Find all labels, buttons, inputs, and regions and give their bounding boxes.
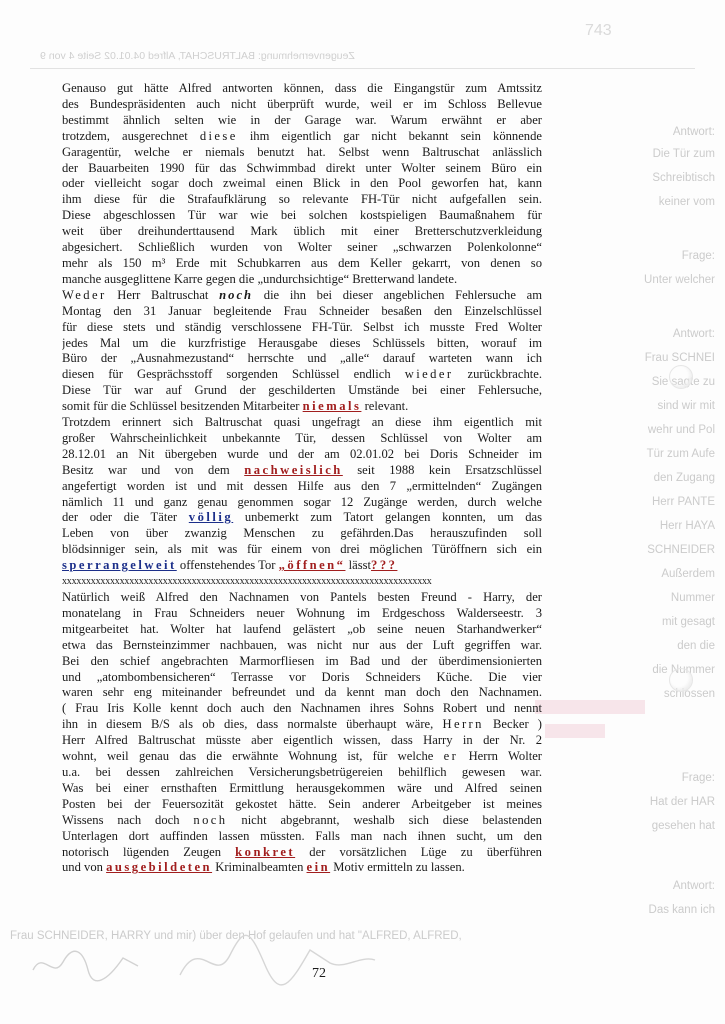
text-line: Genauso gut hätte Alfred antworten können, dass die Eingangstür zum Amtssitz: [62, 81, 542, 95]
bleed-through-text: Frage:: [681, 772, 715, 784]
emphasis-question-marks: ???: [371, 558, 398, 573]
bleed-through-text: mit gesagt: [661, 616, 715, 628]
bleed-through-text: die Nummer: [652, 664, 715, 676]
emphasis-niemals: niemals: [302, 399, 362, 414]
emphasis-ein: ein: [306, 860, 331, 875]
bleed-through-text: keiner vom: [658, 196, 715, 208]
text-line: und „atombombensicheren“ Terrasse vor Doris Schneiders Küche. Die vier: [62, 669, 542, 684]
punch-hole: [669, 365, 693, 389]
bleed-through-text: Außerdem: [661, 568, 715, 580]
text-line: Natürlich weiß Alfred den Nachnamen von Pantels besten Freund - Harry, der: [62, 590, 542, 604]
bleed-through-text: Tür zum Aufe: [646, 448, 715, 460]
text-line: mehr als 150 m³ Erde mit Schubkarren aus dem Keller gekarrt, von denen so: [62, 255, 542, 270]
text-line: und von ausgebildeten Kriminalbeamten ein Motiv ermitteln zu lassen.: [62, 860, 465, 875]
text-line: manche ausgeglittene Karre gegen die „undurchsichtige“ Bretterwand landete.: [62, 271, 458, 286]
emphasis-nachweislich: nachweislich: [244, 462, 343, 477]
bleed-through-text: schlossen: [663, 688, 715, 700]
text-line: Montag den 31 Januar begleitende Frau Schneider besaßen den Einzelschlüssel: [62, 303, 542, 318]
text-line: nämlich 11 und ganz genau genommen sogar 12 Zugänge werden, durch welche: [62, 494, 542, 509]
bleed-through-text: Sie sagte zu: [651, 376, 715, 388]
text-line: des Bundespräsidenten auch nicht überprüft wurde, weil er im Schloss Bellevue: [62, 96, 542, 111]
text-line: Leben von über zwanzig Menschen zu gefährden.Das herauszufinden soll: [62, 526, 542, 541]
punch-hole: [669, 668, 693, 692]
bleed-through-text: Frau SCHNEIDER, HARRY und mir) über den Hof gelaufen und hat "ALFRED, ALFRED,: [10, 930, 462, 942]
bleed-through-text: Hat der HAR: [649, 796, 715, 808]
text-line: der oder die Täter völlig unbemerkt zum Tatort gelangen konnten, um das: [62, 510, 542, 525]
bleed-through-highlight: [545, 724, 605, 738]
bleed-through-signature: [28, 940, 148, 988]
emphasis-noch: noch: [219, 287, 254, 302]
text-line: u.a. bei dessen zahlreichen Versicherungsbetrügereien behilflich gewesen war.: [62, 764, 542, 779]
bleed-through-text: den Zugang: [653, 472, 715, 484]
spaced-word: Herrn: [442, 717, 484, 732]
bleed-through-text: wehr und Pol: [647, 424, 715, 436]
emphasis-oeffnen: „öffnen“: [278, 558, 346, 573]
spaced-word: noch: [193, 812, 228, 827]
text-line: oder vielleicht sogar doch zweimal einen Blick in den Pool geworfen hat, kann: [62, 176, 542, 191]
text-line: trotzdem, ausgerechnet diese ihm eigentlich gar nicht bekannt sein könnende: [62, 128, 542, 143]
bleed-through-signature: [170, 925, 380, 995]
bleed-through-text: Unter welcher: [644, 274, 715, 286]
text-line: monatelang in Frau Schneiders neuer Wohnung im Erdgeschoss Walderseestr. 3: [62, 605, 542, 620]
text-line: großer Wahrscheinlichkeit unbekannte Tür, dessen Schlüssel von Wolter am: [62, 430, 542, 445]
document-body: [62, 81, 542, 876]
bleed-through-text: SCHNEIDER: [647, 544, 715, 556]
bleed-through-text: Antwort:: [672, 328, 715, 340]
text-line: Diese abgeschlossen Tür war wie bei solchen kostspieligen Baumaßnahem für: [62, 208, 542, 223]
text-line: für diese stets und ständig verschlossene FH-Tür. Selbst ich musste Fred Wolter: [62, 319, 542, 334]
bleed-through-text: Frau SCHNEI: [644, 352, 715, 364]
bleed-through-text: Antwort:: [672, 880, 715, 892]
text-line: ihn in diesem B/S als ob dies, dass normalste überhaupt wäre, Herrn Becker ): [62, 717, 542, 732]
bleed-through-text: sind wir mit: [657, 400, 715, 412]
text-line: Büro der „Ausnahmezustand“ herrschte und „alle“ darauf warteten wann ich: [62, 351, 542, 366]
text-line: Trotzdem erinnert sich Baltruschat quasi ungefragt an diese ihm eigentlich mit: [62, 415, 542, 430]
text-line: somit für die Schlüssel besitzenden Mitarbeiter niemals relevant.: [62, 399, 409, 414]
bleed-through-text: Nummer: [670, 592, 715, 604]
spaced-word: diese: [199, 128, 238, 143]
text-line: Weder Herr Baltruschat noch die ihn bei dieser angeblichen Fehlersuche am: [62, 287, 542, 302]
bleed-through-text: Frage:: [681, 250, 715, 262]
bleed-through-text: den die: [677, 640, 715, 652]
text-line: Diese Tür war auf Grund der geschilderten Umstände bei einer Fehlersuche,: [62, 383, 542, 398]
bleed-through-text: Antwort:: [672, 126, 715, 138]
text-line: ihm diese für die Strafaufklärung so relevante FH-Tür nicht aufgefallen sein.: [62, 192, 542, 207]
text-line: blödsinniger sein, als mit was für einem von drei möglichen Türöffnern sich ein: [62, 542, 542, 557]
bleed-through-text: Die Tür zum: [652, 148, 715, 160]
emphasis-ausgebildeten: ausgebildeten: [106, 860, 213, 875]
bleed-through-highlight: [535, 700, 645, 714]
text-line: Besitz war und von dem nachweislich seit 1988 kein Ersatzschlüssel: [62, 462, 542, 477]
separator-line: xxxxxxxxxxxxxxxxxxxxxxxxxxxxxxxxxxxxxxxxxxxxxxxxxxxxxxxxxxxxxxxxxxxxxxxxxxxxx: [62, 576, 432, 588]
text-line: etwa das Bernsteinzimmer nachbauen, was nicht nur aus der Luft gegriffen war.: [62, 637, 542, 652]
text-line: jedes Mal um die kurzfristige Herausgabe dieses Schlüssels bitten, worauf im: [62, 335, 542, 350]
bleed-through-text: Das kann ich: [648, 904, 715, 916]
text-line: Posten bei der Feuersozität gekostet hätte. Sein anderer Arbeitgeber ist meines: [62, 796, 542, 811]
spaced-word: wieder: [404, 367, 454, 382]
bleed-through-text: gesehen hat: [651, 820, 715, 832]
bleed-through-page-number: 743: [585, 22, 612, 39]
text-line: sperrangelweit offenstehendes Tor „öffnen“ lässt???: [62, 558, 398, 573]
emphasis-voellig: völlig: [188, 510, 234, 525]
text-line: diesen für Gesprächsstoff sorgenden Schlüssel endlich wieder zurückbrachte.: [62, 367, 542, 382]
page-number: 72: [312, 966, 326, 981]
text-line: wohnt, weil genau das die erwähnte Wohnung ist, für welche er Herrn Wolter: [62, 749, 542, 764]
text-line: waren sehr eng miteinander befreundet und da kennt man doch den Nachnamen.: [62, 685, 542, 700]
bleed-through-header: Zeugenvernehmung: BALTRUSCHAT, Alfred 04.01.02 Seite 4 von 9: [40, 50, 355, 62]
text-line: ( Frau Iris Kolle kennt doch auch den Nachnamen ihres Sohns Robert und nennt: [62, 701, 542, 716]
spaced-word: er: [443, 749, 459, 764]
text-line: notorisch lügenden Zeugen konkret der vorsätzlichen Lüge zu überführen: [62, 844, 542, 859]
text-line: Wissens nach doch noch nicht abgebrannt, weshalb sich diese belastenden: [62, 812, 542, 827]
text-line: der Bauarbeiten 1990 für das Schwimmbad direkt unter Wolter seinem Büro ein: [62, 160, 542, 175]
bleed-through-text: Herr HAYA: [659, 520, 715, 532]
bleed-through-text: Schreibtisch: [652, 172, 715, 184]
spaced-word: Weder: [62, 287, 107, 302]
text-line: mitgearbeitet hat. Wolter hat laufend gelästert „ob seine neuen Starhandwerker“: [62, 621, 542, 636]
emphasis-konkret: konkret: [235, 844, 296, 859]
bleed-through-text: Herr PANTE: [651, 496, 715, 508]
text-line: angefertigt worden ist und mit dessen Hilfe aus den 7 „ermittelnden“ Zugängen: [62, 478, 542, 493]
text-line: weit über dreihunderttausend Mark üblich mit einer Bretterschutzverkleidung: [62, 224, 542, 239]
text-line: bestimmt ähnlich selten wie in der Garage war. Warum erwähnt er aber: [62, 112, 542, 127]
text-line: Herr Alfred Baltruschat müsste aber eigentlich wissen, dass Harry in der Nr. 2: [62, 733, 542, 748]
bleed-through-header-rule: [30, 68, 695, 69]
text-line: Was bei einer ernsthaften Ermittlung herausgekommen wäre und Alfred seinen: [62, 780, 542, 795]
emphasis-sperrangelweit: sperrangelweit: [62, 558, 177, 573]
text-line: 28.12.01 an Nit übergeben wurde und der am 02.01.02 bei Doris Schneider im: [62, 446, 542, 461]
text-line: Bei den schief angebrachten Marmorfliesen im Bad und der überdimensionierten: [62, 653, 542, 668]
text-line: abgesichert. Schließlich wurden von Wolter seiner „schwarzen Polenkolonne“: [62, 240, 542, 255]
text-line: Garagentür, welche er niemals benutzt hat. Selbst wenn Baltruschat anlässlich: [62, 144, 542, 159]
text-line: Unterlagen dort auffinden lassen müssten. Falls man nach ihnen sucht, um den: [62, 828, 542, 843]
